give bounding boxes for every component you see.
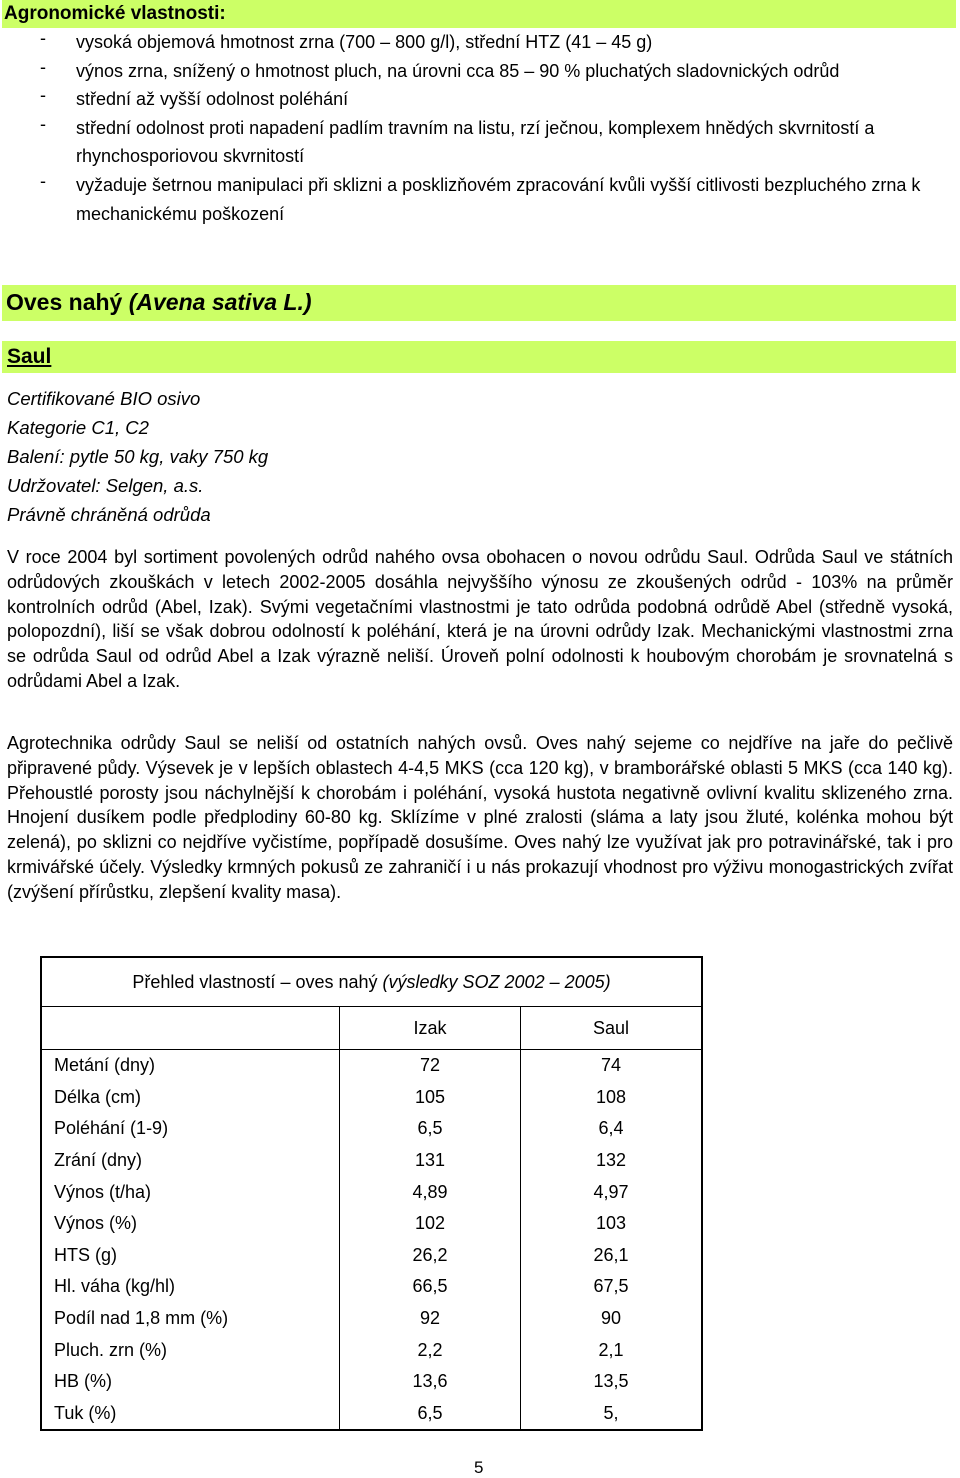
table-header-saul: Saul — [521, 1007, 703, 1050]
table-row — [41, 1334, 702, 1366]
row-label: Podíl nad 1,8 mm (%) — [41, 1303, 340, 1335]
list-item — [0, 57, 960, 86]
cell-saul: 67,5 — [521, 1271, 703, 1303]
heading-latin-name: (Avena sativa L.) — [128, 289, 312, 315]
cell-izak: 72 — [340, 1050, 521, 1082]
list-item — [0, 171, 960, 228]
agronomic-bullet-list — [0, 28, 960, 228]
table-title — [41, 957, 702, 1007]
cell-saul: 74 — [521, 1050, 703, 1082]
bullet-text: střední až vyšší odolnost poléhání — [76, 89, 349, 110]
table-title-italic: (výsledky SOZ 2002 – 2005) — [382, 971, 611, 992]
cell-saul: 2,1 — [521, 1334, 703, 1366]
bullet-text: výnos zrna, snížený o hmotnost pluch, na úrovni cca 85 – 90 % pluchatých sladovnických odrůd — [76, 60, 840, 81]
page-number: 5 — [474, 1458, 484, 1477]
cell-saul: 13,5 — [521, 1366, 703, 1398]
row-label: HTS (g) — [41, 1240, 340, 1272]
cell-izak: 105 — [340, 1082, 521, 1114]
cell-saul: 5, — [521, 1398, 703, 1431]
bullet-dash: - — [40, 28, 46, 48]
cert-line: Balení: pytle 50 kg, vaky 750 kg — [7, 446, 269, 467]
cert-line: Kategorie C1, C2 — [7, 417, 149, 438]
cell-izak: 6,5 — [340, 1113, 521, 1145]
row-label: Pluch. zrn (%) — [41, 1334, 340, 1366]
row-label: Výnos (t/ha) — [41, 1176, 340, 1208]
table-row — [41, 1366, 702, 1398]
list-item — [0, 114, 960, 171]
cell-saul: 6,4 — [521, 1113, 703, 1145]
variety-heading-saul: Saul — [2, 341, 956, 373]
heading-plain-text: Oves nahý — [6, 289, 129, 315]
certification-info — [7, 384, 268, 529]
table-row — [41, 1082, 702, 1114]
cell-izak: 4,89 — [340, 1176, 521, 1208]
cell-izak: 26,2 — [340, 1240, 521, 1272]
table-row — [41, 1240, 702, 1272]
row-label: Hl. váha (kg/hl) — [41, 1271, 340, 1303]
cell-saul: 108 — [521, 1082, 703, 1114]
agrotechnics-paragraph: Agrotechnika odrůdy Saul se neliší od ostatních nahých ovsů. Oves nahý sejeme co nejdříve na jaře do pečlivě připravené půdy. Výsevek je v lepších oblastech 4-4,5 MKS (cca 120 kg), v bramborářské oblasti 5 MKS (cca 140 kg). Přehoustlé porosty jsou náchylnější k chorobám i poléhání, vysoká hustota negativně ovlivní kvalitu sklizeného zrna. Hnojení dusíkem podle předplodiny 60-80 kg. Sklízíme v plné zralosti (sláma a laty jsou žluté, kolénka mohou být zelená), po sklizni co nejdříve vyčistíme, popřípadě dosušíme. Oves nahý lze využívat jak pro potravinářské, tak i pro krmivářské účely. Výsledky krmných pokusů ze zahraničí i u nás prokazují vhodnost pro výživu monogastrických zvířat (zvýšení přírůstku, zlepšení kvality masa). — [7, 733, 953, 902]
row-label: HB (%) — [41, 1366, 340, 1398]
cell-izak: 92 — [340, 1303, 521, 1335]
table-header-empty — [41, 1007, 340, 1050]
table-row — [41, 1303, 702, 1335]
table-row — [41, 1208, 702, 1240]
list-item — [0, 28, 960, 57]
section-heading-agronomic: Agronomické vlastnosti: — [2, 0, 956, 28]
bullet-text: vyžaduje šetrnou manipulaci při sklizni a posklizňovém zpracování kvůli vyšší citlivosti bezpluchého zrna k mechanickému poškození — [76, 174, 921, 224]
cert-line: Certifikované BIO osivo — [7, 388, 201, 409]
bullet-dash: - — [40, 56, 46, 77]
table-row — [41, 1050, 702, 1082]
row-label: Poléhání (1-9) — [41, 1113, 340, 1145]
table-row — [41, 1271, 702, 1303]
cell-izak: 66,5 — [340, 1271, 521, 1303]
cell-izak: 102 — [340, 1208, 521, 1240]
table-row — [41, 1398, 702, 1431]
table-row — [41, 1176, 702, 1208]
row-label: Zrání (dny) — [41, 1145, 340, 1177]
table-header-izak: Izak — [340, 1007, 521, 1050]
cell-izak: 2,2 — [340, 1334, 521, 1366]
table-row — [41, 1113, 702, 1145]
cell-saul: 4,97 — [521, 1176, 703, 1208]
cell-izak: 13,6 — [340, 1366, 521, 1398]
cell-saul: 132 — [521, 1145, 703, 1177]
row-label: Tuk (%) — [41, 1398, 340, 1431]
cell-izak: 131 — [340, 1145, 521, 1177]
cert-line: Právně chráněná odrůda — [7, 504, 211, 525]
row-label: Délka (cm) — [41, 1082, 340, 1114]
cell-izak: 6,5 — [340, 1398, 521, 1431]
table-title-plain: Přehled vlastností – oves nahý — [132, 971, 383, 992]
list-item — [0, 85, 960, 114]
table-row — [41, 1145, 702, 1177]
bullet-dash: - — [40, 85, 46, 106]
cell-saul: 103 — [521, 1208, 703, 1240]
bullet-text: vysoká objemová hmotnost zrna (700 – 800 g/l), střední HTZ (41 – 45 g) — [76, 32, 653, 52]
properties-table — [40, 956, 703, 1431]
cell-saul: 90 — [521, 1303, 703, 1335]
description-paragraph: V roce 2004 byl sortiment povolených odrůd nahého ovsa obohacen o novou odrůdu Saul. Odrůda Saul ve státních odrůdových zkouškách v letech 2002-2005 dosáhla nejvyššího výnosu ze zkoušených odrůd - 103% na průměr kontrolních odrůd (Abel, Izak). Svými vegetačními vlastnostmi je tato odrůda podobná odrůdě Abel (středně vysoká, polopozdní), liší se však dobrou odolností k poléhání, která je na úrovni odrůdy Izak. Mechanickými vlastnostmi zrna se odrůda Saul od odrůd Abel a Izak výrazně neliší. Úroveň polní odolnosti k houbovým chorobám je srovnatelná s odrůdami Abel a Izak. — [7, 547, 953, 691]
cert-line: Udržovatel: Selgen, a.s. — [7, 475, 204, 496]
section-heading-oves — [2, 285, 956, 321]
cell-saul: 26,1 — [521, 1240, 703, 1272]
row-label: Metání (dny) — [41, 1050, 340, 1082]
bullet-text: střední odolnost proti napadení padlím travním na listu, rzí ječnou, komplexem hnědých skvrnitostí a rhynchosporiovou skvrnitostí — [76, 117, 875, 167]
bullet-dash: - — [40, 170, 46, 191]
row-label: Výnos (%) — [41, 1208, 340, 1240]
bullet-dash: - — [40, 113, 46, 134]
